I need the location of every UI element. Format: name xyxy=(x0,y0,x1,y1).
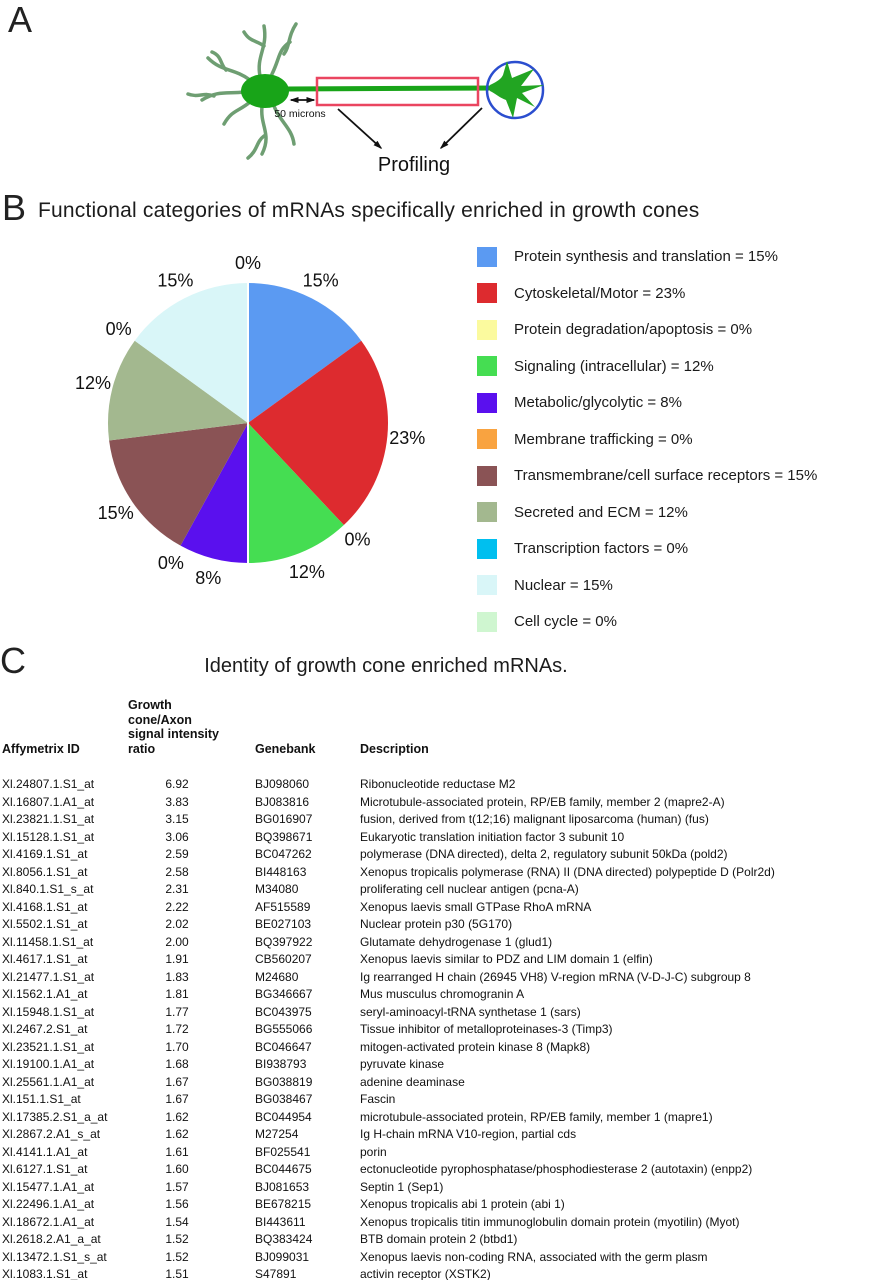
table-row xyxy=(2,899,875,917)
legend-label: Cytoskeletal/Motor = 23% xyxy=(514,284,686,302)
affymetrix-id-cell: Xl.16807.1.A1_at xyxy=(2,794,95,809)
ratio-cell: 6.92 xyxy=(165,777,189,791)
legend-label: Nuclear = 15% xyxy=(514,576,613,594)
description-cell: polymerase (DNA directed), delta 2, regulatory subunit 50kDa (pold2) xyxy=(360,847,728,861)
affymetrix-id-cell: Xl.4168.1.S1_at xyxy=(2,899,88,914)
description-cell: Xenopus tropicalis polymerase (RNA) II (DNA directed) polypeptide D (Polr2d) xyxy=(360,864,775,879)
table-row xyxy=(2,1161,875,1179)
legend-swatch-icon xyxy=(477,539,497,559)
description-cell: Tissue inhibitor of metalloproteinases-3 (Timp3) xyxy=(360,1022,613,1036)
legend-swatch-icon xyxy=(477,320,497,340)
genebank-cell: BE678215 xyxy=(255,1197,312,1211)
scale-label: 50 microns xyxy=(274,108,326,120)
table-row xyxy=(2,1126,875,1144)
affymetrix-id-cell: Xl.22496.1.A1_at xyxy=(2,1197,95,1211)
panel-a-label: A xyxy=(8,0,33,40)
panel-c-label: C xyxy=(0,640,26,681)
pie-slice-pct-label: 15% xyxy=(302,270,339,291)
ratio-cell: 1.62 xyxy=(165,1109,189,1124)
table-row xyxy=(2,1039,875,1057)
table-body xyxy=(2,776,875,1280)
affymetrix-id-cell: Xl.24807.1.S1_at xyxy=(2,777,95,791)
affymetrix-id-cell: Xl.840.1.S1_s_at xyxy=(2,882,94,896)
genebank-cell: BI448163 xyxy=(255,864,307,879)
table-row xyxy=(2,1021,875,1039)
genebank-cell: CB560207 xyxy=(255,952,312,966)
description-cell: adenine deaminase xyxy=(360,1074,465,1089)
genebank-cell: BJ099031 xyxy=(255,1249,310,1264)
ratio-cell: 2.22 xyxy=(165,899,189,914)
ratio-cell: 1.60 xyxy=(165,1162,189,1176)
description-cell: Ig H-chain mRNA V10-region, partial cds xyxy=(360,1127,577,1141)
table-row xyxy=(2,881,875,899)
genebank-cell: M24680 xyxy=(255,969,299,984)
ratio-cell: 1.57 xyxy=(165,1179,189,1194)
affymetrix-id-cell: Xl.1083.1.S1_at xyxy=(2,1267,88,1280)
legend-item-6 xyxy=(477,465,867,486)
affymetrix-id-cell: Xl.17385.2.S1_a_at xyxy=(2,1109,108,1124)
affymetrix-id-cell: Xl.11458.1.S1_at xyxy=(2,934,94,949)
pie-slice-pct-label: 23% xyxy=(389,428,426,449)
genebank-cell: M34080 xyxy=(255,882,299,896)
description-cell: proliferating cell nuclear antigen (pcna-A) xyxy=(360,882,579,896)
col-header-genebank: Genebank xyxy=(255,741,316,756)
panel-c-title: Identity of growth cone enriched mRNAs. xyxy=(204,655,568,677)
genebank-cell: BC047262 xyxy=(255,847,312,861)
table-row xyxy=(2,1004,875,1022)
pie-slice-pct-label: 0% xyxy=(157,553,184,574)
table-row xyxy=(2,1091,875,1109)
affymetrix-id-cell: Xl.4169.1.S1_at xyxy=(2,847,88,861)
affymetrix-id-cell: Xl.151.1.S1_at xyxy=(2,1092,81,1106)
legend-label: Secreted and ECM = 12% xyxy=(514,503,688,521)
legend-swatch-icon xyxy=(477,575,497,595)
table-row xyxy=(2,846,875,864)
genebank-cell: BC046647 xyxy=(255,1039,312,1054)
ratio-cell: 2.31 xyxy=(165,882,189,896)
pie-slice-pct-label: 0% xyxy=(105,319,132,339)
legend-swatch-icon xyxy=(477,393,497,413)
legend-swatch-icon xyxy=(477,466,497,486)
genebank-cell: BQ397922 xyxy=(255,934,313,949)
genebank-cell: BJ081653 xyxy=(255,1179,310,1194)
description-cell: Xenopus tropicalis abi 1 protein (abi 1) xyxy=(360,1197,565,1211)
affymetrix-id-cell: Xl.25561.1.A1_at xyxy=(2,1074,95,1089)
table-row xyxy=(2,811,875,829)
table-row xyxy=(2,1249,875,1267)
legend-label: Cell cycle = 0% xyxy=(514,613,617,630)
ratio-cell: 1.56 xyxy=(165,1197,189,1211)
ratio-cell: 1.72 xyxy=(165,1022,189,1036)
legend-item-8 xyxy=(477,538,867,559)
affymetrix-id-cell: Xl.13472.1.S1_s_at xyxy=(2,1249,107,1264)
profiling-arrow-left xyxy=(338,109,381,148)
table-row xyxy=(2,794,875,812)
ratio-cell: 2.02 xyxy=(165,917,189,931)
genebank-cell: BC043975 xyxy=(255,1004,312,1019)
legend-label: Metabolic/glycolytic = 8% xyxy=(514,394,682,411)
affymetrix-id-cell: Xl.18672.1.A1_at xyxy=(2,1214,95,1229)
ratio-cell: 1.83 xyxy=(165,969,189,984)
affymetrix-id-cell: Xl.2618.2.A1_a_at xyxy=(2,1232,101,1246)
description-cell: Xenopus laevis similar to PDZ and LIM domain 1 (elfin) xyxy=(360,952,653,966)
panel-b-title: Functional categories of mRNAs specifically enriched in growth cones xyxy=(38,199,700,222)
affymetrix-id-cell: Xl.4141.1.A1_at xyxy=(2,1144,88,1159)
affymetrix-id-cell: Xl.21477.1.S1_at xyxy=(2,969,95,984)
description-cell: Microtubule-associated protein, RP/EB family, member 2 (mapre2-A) xyxy=(360,794,725,809)
ratio-cell: 2.58 xyxy=(165,864,189,879)
genebank-cell: BF025541 xyxy=(255,1144,311,1159)
ratio-cell: 1.54 xyxy=(165,1214,189,1229)
panel-b-label: B xyxy=(2,187,27,228)
affymetrix-id-cell: Xl.2467.2.S1_at xyxy=(2,1022,88,1036)
ratio-cell: 2.59 xyxy=(165,847,189,861)
table-row xyxy=(2,1214,875,1232)
neuron-diagram xyxy=(150,10,620,192)
genebank-cell: BQ398671 xyxy=(255,829,313,844)
table-row xyxy=(2,864,875,882)
description-cell: Ig rearranged H chain (26945 VH8) V-region mRNA (V-D-J-C) subgroup 8 xyxy=(360,969,751,984)
description-cell: Ribonucleotide reductase M2 xyxy=(360,777,516,791)
affymetrix-id-cell: Xl.8056.1.S1_at xyxy=(2,864,88,879)
legend-label: Protein degradation/apoptosis = 0% xyxy=(514,321,753,338)
table-row xyxy=(2,1231,875,1249)
affymetrix-id-cell: Xl.4617.1.S1_at xyxy=(2,952,88,966)
legend-item-4 xyxy=(477,392,867,413)
legend-label: Signaling (intracellular) = 12% xyxy=(514,357,714,375)
ratio-cell: 3.15 xyxy=(165,812,189,826)
ratio-cell: 3.83 xyxy=(165,794,189,809)
ratio-cell: 1.91 xyxy=(165,952,189,966)
legend-swatch-icon xyxy=(477,429,497,449)
genebank-cell: BQ383424 xyxy=(255,1232,313,1246)
genebank-cell: BC044675 xyxy=(255,1162,312,1176)
description-cell: Xenopus laevis non-coding RNA, associated with the germ plasm xyxy=(360,1249,708,1264)
description-cell: Xenopus laevis small GTPase RhoA mRNA xyxy=(360,899,592,914)
description-cell: ectonucleotide pyrophosphatase/phosphodiesterase 2 (autotaxin) (enpp2) xyxy=(360,1162,753,1176)
mrna-table xyxy=(2,698,875,1280)
table-row xyxy=(2,1196,875,1214)
pie-slice-pct-label: 15% xyxy=(157,270,194,291)
legend-label: Transcription factors = 0% xyxy=(514,540,689,557)
profiling-arrow-right xyxy=(441,108,482,148)
legend-label: Transmembrane/cell surface receptors = 15% xyxy=(514,467,818,484)
ratio-cell: 1.68 xyxy=(165,1057,189,1071)
col-header-affymetrix-id: Affymetrix ID xyxy=(2,741,80,756)
affymetrix-id-cell: Xl.15948.1.S1_at xyxy=(2,1004,95,1019)
affymetrix-id-cell: Xl.1562.1.A1_at xyxy=(2,987,88,1001)
ratio-cell: 1.81 xyxy=(165,987,189,1001)
ratio-cell: 1.77 xyxy=(165,1004,189,1019)
legend-swatch-icon xyxy=(477,356,497,376)
description-cell: mitogen-activated protein kinase 8 (Mapk8) xyxy=(360,1039,591,1054)
ratio-cell: 1.51 xyxy=(165,1267,189,1280)
genebank-cell: BJ083816 xyxy=(255,794,310,809)
legend-item-9 xyxy=(477,575,867,596)
table-row xyxy=(2,829,875,847)
description-cell: BTB domain protein 2 (btbd1) xyxy=(360,1232,518,1246)
table-row xyxy=(2,986,875,1004)
affymetrix-id-cell: Xl.6127.1.S1_at xyxy=(2,1162,88,1176)
table-row xyxy=(2,1056,875,1074)
neuron-soma xyxy=(241,74,289,108)
pie-slice-pct-label: 12% xyxy=(74,373,112,394)
description-cell: fusion, derived from t(12;16) malignant liposarcoma (human) (fus) xyxy=(360,812,709,826)
table-row xyxy=(2,951,875,969)
genebank-cell: BJ098060 xyxy=(255,777,310,791)
description-cell: Eukaryotic translation initiation factor 3 subunit 10 xyxy=(360,829,625,844)
table-header-row xyxy=(2,698,875,756)
legend-swatch-icon xyxy=(477,502,497,522)
description-cell: microtubule-associated protein, RP/EB family, member 1 (mapre1) xyxy=(360,1109,713,1124)
description-cell: seryl-aminoacyl-tRNA synthetase 1 (sars) xyxy=(360,1004,581,1019)
legend-label: Protein synthesis and translation = 15% xyxy=(514,248,778,265)
ratio-cell: 1.52 xyxy=(165,1249,189,1264)
table-row xyxy=(2,916,875,934)
profiling-label: Profiling xyxy=(377,154,451,176)
description-cell: Nuclear protein p30 (5G170) xyxy=(360,917,513,931)
genebank-cell: BG346667 xyxy=(255,987,313,1001)
pie-slice-pct-label: 15% xyxy=(97,502,134,523)
ratio-cell: 1.70 xyxy=(165,1039,189,1054)
ratio-cell: 1.67 xyxy=(165,1092,189,1106)
table-row xyxy=(2,1074,875,1092)
description-cell: Septin 1 (Sep1) xyxy=(360,1179,444,1194)
ratio-cell: 1.67 xyxy=(165,1074,189,1089)
legend-swatch-icon xyxy=(477,247,497,267)
ratio-cell: 3.06 xyxy=(165,829,189,844)
table-row xyxy=(2,969,875,987)
ratio-cell: 1.61 xyxy=(165,1144,189,1159)
pie-chart xyxy=(0,232,470,622)
legend-label: Membrane trafficking = 0% xyxy=(514,430,693,448)
affymetrix-id-cell: Xl.5502.1.S1_at xyxy=(2,917,88,931)
table-row xyxy=(2,934,875,952)
genebank-cell: BG038467 xyxy=(255,1092,313,1106)
genebank-cell: BI938793 xyxy=(255,1057,307,1071)
legend-swatch-icon xyxy=(477,283,497,303)
pie-slice-pct-label: 12% xyxy=(288,561,325,582)
ratio-cell: 1.62 xyxy=(165,1127,189,1141)
description-cell: Glutamate dehydrogenase 1 (glud1) xyxy=(360,934,553,949)
roi-box xyxy=(317,78,478,105)
legend-item-10 xyxy=(477,611,867,632)
legend-swatch-icon xyxy=(477,612,497,632)
affymetrix-id-cell: Xl.15477.1.A1_at xyxy=(2,1179,95,1194)
col-header-description: Description xyxy=(360,741,429,756)
genebank-cell: BG016907 xyxy=(255,812,313,826)
table-row xyxy=(2,1109,875,1127)
table-row xyxy=(2,1266,875,1280)
description-cell: pyruvate kinase xyxy=(360,1057,445,1071)
pie-slice-pct-label: 8% xyxy=(195,568,222,588)
legend-item-2 xyxy=(477,319,867,340)
description-cell: Mus musculus chromogranin A xyxy=(360,987,525,1001)
genebank-cell: BI443611 xyxy=(255,1214,306,1229)
legend-item-3 xyxy=(477,356,867,377)
genebank-cell: AF515589 xyxy=(255,899,311,914)
affymetrix-id-cell: Xl.2867.2.A1_s_at xyxy=(2,1127,101,1141)
genebank-cell: BG555066 xyxy=(255,1022,313,1036)
affymetrix-id-cell: Xl.23521.1.S1_at xyxy=(2,1039,95,1054)
description-cell: Fascin xyxy=(360,1092,396,1106)
ratio-cell: 2.00 xyxy=(165,934,189,949)
legend-item-7 xyxy=(477,502,867,523)
col-header-ratio: Growth cone/Axon signal intensity ratio xyxy=(128,698,219,756)
genebank-cell: BC044954 xyxy=(255,1109,312,1124)
genebank-cell: M27254 xyxy=(255,1127,299,1141)
table-row xyxy=(2,1179,875,1197)
affymetrix-id-cell: Xl.23821.1.S1_at xyxy=(2,812,95,826)
affymetrix-id-cell: Xl.19100.1.A1_at xyxy=(2,1057,95,1071)
description-cell: Xenopus tropicalis titin immunoglobulin domain protein (myotilin) (Myot) xyxy=(360,1214,740,1229)
legend-item-1 xyxy=(477,283,867,304)
legend-item-0 xyxy=(477,246,867,267)
genebank-cell: BE027103 xyxy=(255,917,312,931)
description-cell: porin xyxy=(360,1144,387,1159)
ratio-cell: 1.52 xyxy=(165,1232,189,1246)
pie-legend xyxy=(477,246,867,648)
description-cell: activin receptor (XSTK2) xyxy=(360,1267,491,1280)
table-row xyxy=(2,1144,875,1162)
legend-item-5 xyxy=(477,429,867,450)
genebank-cell: S47891 xyxy=(255,1267,297,1280)
table-row xyxy=(2,776,875,794)
pie-slice-pct-label: 0% xyxy=(234,253,262,273)
pie-slice-pct-label: 0% xyxy=(344,529,371,550)
genebank-cell: BG038819 xyxy=(255,1074,313,1089)
affymetrix-id-cell: Xl.15128.1.S1_at xyxy=(2,829,95,844)
